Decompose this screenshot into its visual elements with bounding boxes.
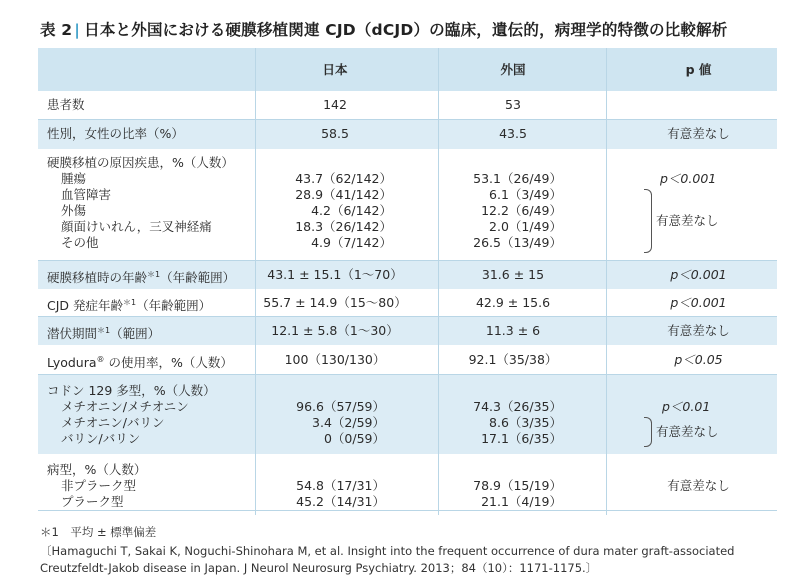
value-foreign: 17.1（6/35） — [481, 431, 562, 446]
value-japan: 3.4（2/59） — [312, 415, 385, 430]
table-bottom-rule — [38, 510, 777, 511]
row-codon — [38, 375, 777, 454]
reference-line-1: 〔Hamaguchi T, Sakai K, Noguchi-Shinohara M, et al. Insight into the frequent occurrence of dura mater graft-associated — [40, 544, 735, 558]
values-foreign — [438, 399, 562, 447]
row-label-group — [47, 295, 211, 314]
row-label-group — [47, 352, 233, 371]
value-japan: 45.2（14/31） — [296, 494, 385, 509]
row-label-group — [47, 383, 216, 447]
values-japan — [255, 478, 385, 510]
comparison-table — [38, 48, 777, 511]
value-foreign: 2.0（1/49） — [489, 219, 562, 234]
footnote-mark: ＊1 — [147, 270, 161, 279]
values-japan — [255, 399, 385, 447]
row-label-suffix: （年齢範囲） — [136, 298, 212, 314]
p-value: p＜0.05 — [674, 352, 723, 367]
value-japan: 54.8（17/31） — [296, 478, 385, 493]
row-label: 硬膜移植の原因疾患，%（人数） — [47, 155, 234, 170]
p-value: p＜0.001 — [660, 171, 717, 186]
value-japan: 43.7（62/142） — [295, 171, 392, 186]
value-foreign: 92.1（35/38） — [468, 352, 558, 367]
value-japan: 4.2（6/142） — [311, 203, 392, 218]
table-title — [40, 18, 727, 40]
sub-label: 腫瘍 — [61, 171, 87, 186]
row-label-group — [47, 267, 235, 286]
header-japan: 日本 — [322, 62, 348, 77]
p-value: 有意差なし — [667, 478, 730, 493]
values-foreign — [438, 478, 562, 510]
title-separator: | — [74, 21, 81, 39]
sub-label: 顔面けいれん，三叉神経痛 — [61, 219, 212, 234]
row-latency — [38, 317, 777, 345]
row-label: 性別，女性の比率（%） — [47, 126, 184, 141]
group-brace — [644, 189, 652, 253]
value-japan: 142 — [323, 97, 347, 112]
row-label-group — [47, 462, 146, 510]
sub-label: バリン/バリン — [61, 431, 141, 446]
column-divider — [438, 48, 439, 515]
value-foreign: 31.6 ± 15 — [481, 267, 545, 282]
sub-label: プラーク型 — [61, 494, 124, 509]
value-japan: 96.6（57/59） — [296, 399, 385, 414]
footnote: ＊1 平均 ± 標準偏差 — [40, 525, 157, 539]
value-foreign: 26.5（13/49） — [473, 235, 562, 250]
value-japan: 58.5 — [321, 126, 349, 141]
row-lyodura — [38, 345, 777, 375]
sub-label: その他 — [61, 235, 99, 250]
footnote-mark: ＊1 — [123, 298, 137, 307]
value-foreign: 43.5 — [499, 126, 527, 141]
p-note: 有意差なし — [656, 213, 719, 228]
row-label-suffix: （範囲） — [110, 326, 161, 342]
header-p-value: p 値 — [685, 62, 712, 77]
value-foreign: 53.1（26/49） — [473, 171, 562, 186]
footnote-mark: ＊1 — [97, 326, 111, 335]
p-note: 有意差なし — [656, 424, 719, 439]
row-label-group — [47, 323, 160, 342]
registered-mark: ® — [96, 355, 105, 364]
row-label-suffix: （年齢範囲） — [160, 270, 236, 286]
row-age-graft — [38, 261, 777, 289]
value-foreign: 78.9（15/19） — [473, 478, 562, 493]
value-japan: 12.1 ± 5.8（1～30） — [271, 323, 399, 338]
value-foreign: 6.1（3/49） — [489, 187, 562, 202]
value-foreign: 21.1（4/19） — [481, 494, 562, 509]
row-label: CJD 発症年齢 — [47, 298, 124, 314]
row-pathology — [38, 454, 777, 510]
values-foreign — [438, 171, 562, 251]
row-age-onset — [38, 289, 777, 317]
sub-label: 外傷 — [61, 203, 87, 218]
value-foreign: 12.2（6/49） — [481, 203, 562, 218]
value-japan: 18.3（26/142） — [295, 219, 392, 234]
p-value: p＜0.001 — [670, 267, 727, 282]
title-text: 日本と外国における硬膜移植関連 CJD（dCJD）の臨床，遺伝的，病理学的特徴の比較解析 — [84, 21, 728, 39]
row-label-suffix: の使用率，%（人数） — [104, 355, 233, 371]
row-patients — [38, 91, 777, 120]
value-foreign: 8.6（3/35） — [489, 415, 562, 430]
row-label: 硬膜移植時の年齢 — [47, 270, 148, 286]
value-foreign: 11.3 ± 6 — [485, 323, 541, 338]
row-label: コドン 129 多型，%（人数） — [47, 383, 216, 398]
row-label: 患者数 — [47, 97, 85, 112]
value-japan: 100（130/130） — [284, 352, 386, 367]
sub-label: 非プラーク型 — [61, 478, 137, 493]
value-japan: 28.9（41/142） — [295, 187, 392, 202]
row-label-group — [47, 155, 234, 251]
table-label: 表 2 — [40, 21, 73, 39]
value-japan: 55.7 ± 14.9（15～80） — [263, 295, 407, 310]
p-value: 有意差なし — [667, 323, 730, 338]
row-label: 病型，%（人数） — [47, 462, 147, 477]
group-brace — [644, 417, 652, 447]
p-value: p＜0.001 — [670, 295, 727, 310]
sub-label: 血管障害 — [61, 187, 112, 202]
row-label: 潜伏期間 — [47, 326, 98, 342]
value-foreign: 53 — [505, 97, 521, 112]
row-label: Lyodura — [47, 355, 97, 371]
column-divider — [606, 48, 607, 515]
p-value: 有意差なし — [667, 126, 730, 141]
p-value: p＜0.01 — [662, 399, 711, 414]
table-header — [38, 48, 777, 91]
values-japan — [255, 171, 392, 251]
column-divider — [255, 48, 256, 515]
value-japan: 0（0/59） — [323, 431, 385, 446]
value-japan: 43.1 ± 15.1（1～70） — [267, 267, 403, 282]
value-japan: 4.9（7/142） — [311, 235, 392, 250]
sub-label: メチオニン/バリン — [61, 415, 165, 430]
value-foreign: 74.3（26/35） — [473, 399, 562, 414]
header-foreign: 外国 — [500, 62, 526, 77]
sub-label: メチオニン/メチオニン — [61, 399, 189, 414]
row-disease — [38, 149, 777, 261]
value-foreign: 42.9 ± 15.6 — [475, 295, 551, 310]
reference-line-2: Creutzfeldt-Jakob disease in Japan. J Neurol Neurosurg Psychiatry. 2013；84（10）：1171-1175.〕 — [40, 561, 598, 575]
row-sex — [38, 120, 777, 149]
